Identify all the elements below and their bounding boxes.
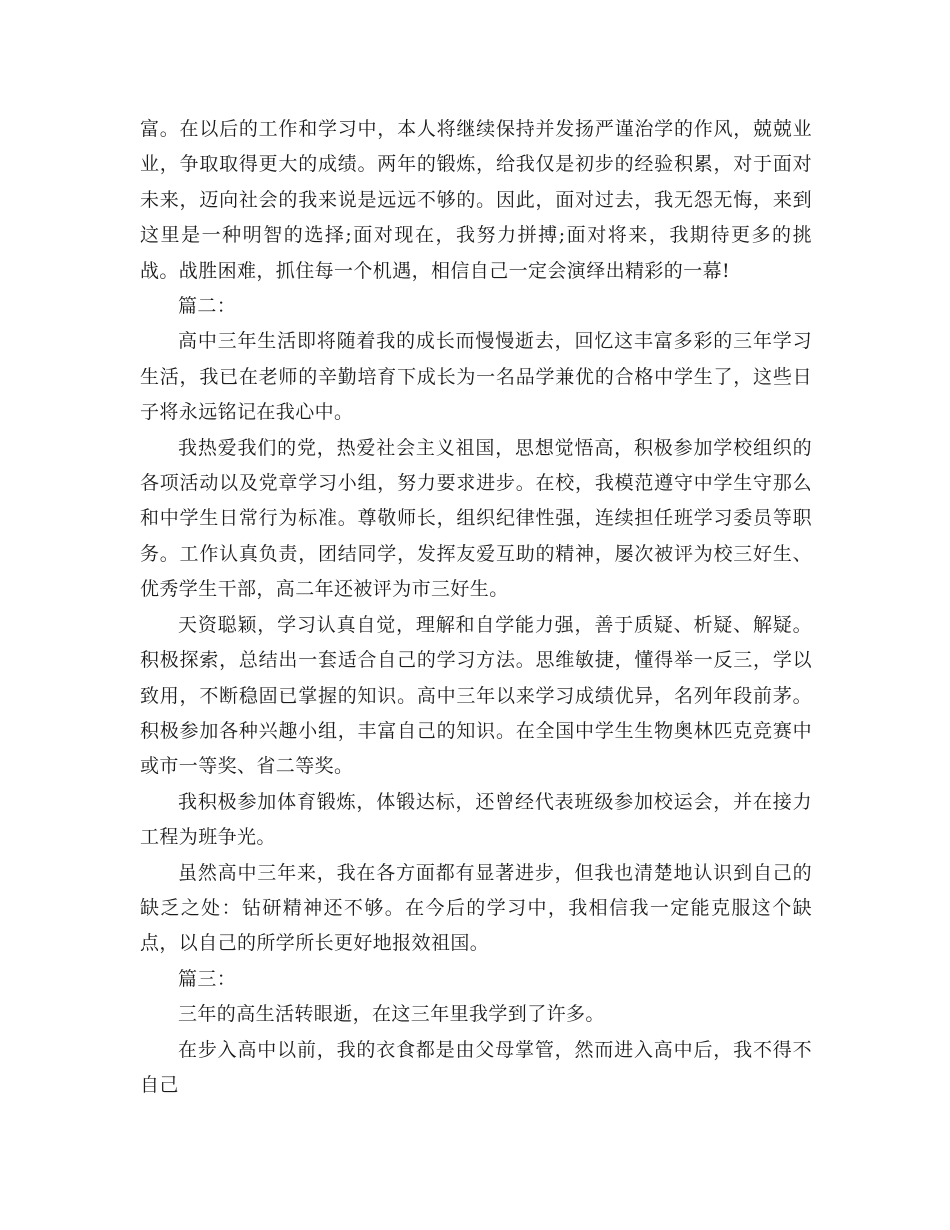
paragraph: 我积极参加体育锻炼，体锻达标，还曾经代表班级参加校运会，并在接力工程为班争光。: [140, 790, 812, 849]
paragraph: 高中三年生活即将随着我的成长而慢慢逝去，回忆这丰富多彩的三年学习生活，我已在老师的辛勤培育下成长为一名品学兼优的合格中学生了，这些日子将永远铭记在我心中。: [140, 330, 812, 424]
paragraph-continuation: 富。在以后的工作和学习中，本人将继续保持并发扬严谨治学的作风，兢兢业业，争取取得更大的成绩。两年的锻炼，给我仅是初步的经验积累，对于面对未来，迈向社会的我来说是远远不够的。因此，面对过去，我无怨无悔，来到这里是一种明智的选择;面对现在，我努力拼搏;面对将来，我期待更多的挑战。战胜困难，抓住每一个机遇，相信自己一定会演绎出精彩的一幕!: [140, 118, 812, 282]
paragraph: 三年的高生活转眼逝，在这三年里我学到了许多。: [178, 1003, 605, 1026]
paragraph: 在步入高中以前，我的衣食都是由父母掌管，然而进入高中后，我不得不自己: [140, 1038, 812, 1096]
paragraph: 天资聪颖，学习认真自觉，理解和自学能力强，善于质疑、析疑、解疑。积极探索，总结出一套适合自己的学习方法。思维敏捷，懂得举一反三，学以致用，不断稳固已掌握的知识。高中三年以来学习成绩优异，名列年段前茅。积极参加各种兴趣小组，丰富自己的知识。在全国中学生生物奥林匹克竞赛中或市一等奖、省二等奖。: [140, 613, 812, 778]
paragraph: 虽然高中三年来，我在各方面都有显著进步，但我也清楚地认识到自己的缺乏之处：钻研精神还不够。在今后的学习中，我相信我一定能克服这个缺点，以自己的所学所长更好地报效祖国。: [140, 861, 812, 955]
document-body: [140, 112, 812, 1103]
section-heading-part-two: 篇二：: [178, 295, 237, 318]
section-heading-part-three: 篇三：: [178, 967, 237, 990]
paragraph: 我热爱我们的党，热爱社会主义祖国，思想觉悟高，积极参加学校组织的各项活动以及党章学习小组，努力要求进步。在校，我模范遵守中学生守那么和中学生日常行为标准。尊敬师长，组织纪律性强，连续担任班学习委员等职务。工作认真负责，团结同学，发挥友爱互助的精神，屡次被评为校三好生、优秀学生干部，高二年还被评为市三好生。: [140, 436, 812, 601]
